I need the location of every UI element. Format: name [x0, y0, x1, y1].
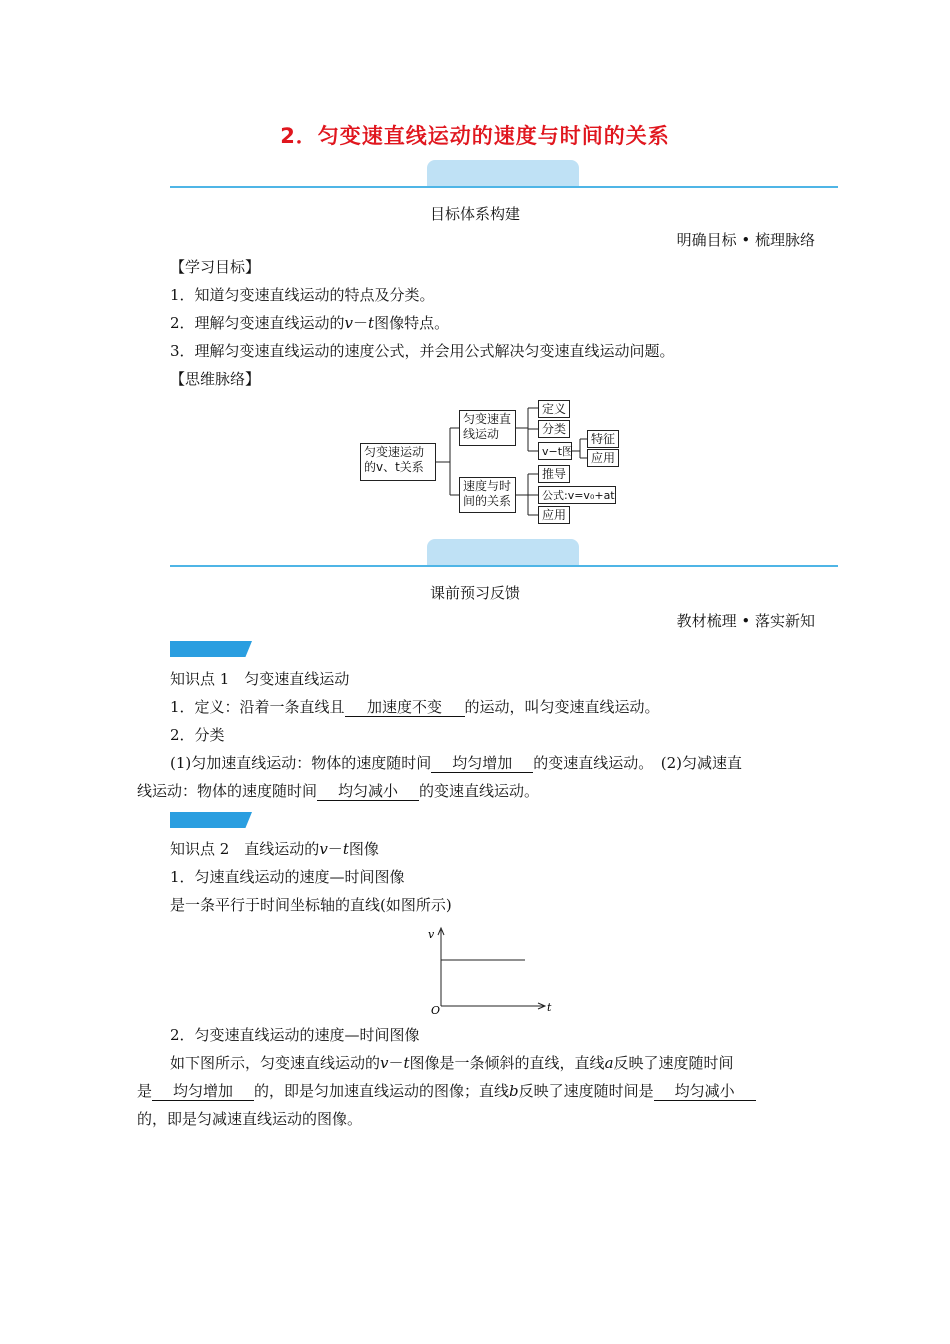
- node-text: 匀变速运动: [364, 445, 425, 459]
- mindmap-root-node: [360, 443, 436, 481]
- section-heading: 目标体系构建: [429, 205, 520, 223]
- fill-blank-answer: 均匀减小: [317, 782, 419, 801]
- mindmap-leaf-vt-graph: v−t图: [538, 442, 572, 460]
- var-v: v: [344, 314, 354, 332]
- fill-blank-answer: 均匀增加: [431, 754, 533, 773]
- mindmap-leaf-definition: 定义: [538, 400, 570, 418]
- kp2-s1-title: 1．匀速直线运动的速度—时间图像: [170, 868, 405, 886]
- section-subheading: 明确目标 • 梳理脉络: [676, 231, 815, 249]
- node-text: 线运动: [463, 427, 500, 441]
- kp1-class-title: 2．分类: [170, 726, 225, 744]
- mindmap-branch-uniform-motion: [459, 410, 516, 446]
- kp1-class-line2: [137, 781, 539, 801]
- node-text: 间的关系: [463, 494, 512, 508]
- var-t: t: [342, 840, 349, 858]
- var-v: v: [319, 840, 328, 858]
- section-divider: [170, 565, 838, 567]
- mindmap-leaf-derive: 推导: [538, 465, 570, 483]
- kp2-s2-para-line1: [170, 1053, 734, 1073]
- vt-graph-uniform: [425, 924, 560, 1016]
- section-subheading: 教材梳理 • 落实新知: [676, 612, 815, 630]
- kp2-title: [170, 839, 379, 859]
- goal-text: 2．理解匀变速直线运动的: [170, 314, 345, 332]
- text: 线运动：物体的速度随时间: [137, 782, 318, 800]
- node-text: 速度与时: [463, 479, 512, 493]
- axis-label-v: v: [428, 928, 435, 941]
- text: 的运动，叫匀变速直线运动。: [464, 698, 660, 716]
- mindmap-leaf-apply: 应用: [587, 449, 619, 467]
- goal-item: 3．理解匀变速直线运动的速度公式，并会用公式解决匀变速直线运动问题。: [170, 342, 675, 360]
- section-tab-decoration: [427, 160, 579, 186]
- fill-blank-answer: 均匀增加: [152, 1082, 254, 1101]
- origin-label: O: [431, 1004, 441, 1016]
- kp2-s2-para-line2: [137, 1081, 756, 1101]
- text: 1．定义：沿着一条直线且: [170, 698, 345, 716]
- kp1-title: 知识点 1 匀变速直线运动: [170, 670, 350, 688]
- text: 反映了速度随时间: [613, 1054, 734, 1072]
- var-v: v: [380, 1054, 389, 1072]
- var-t: t: [403, 1054, 410, 1072]
- section-heading: 课前预习反馈: [429, 584, 520, 602]
- var-a: a: [604, 1054, 614, 1072]
- kp2-s2-para-line3: 的，即是匀减速直线运动的图像。: [137, 1110, 363, 1128]
- mindmap-branch-velocity-time: [459, 477, 516, 513]
- text: 知识点 2 直线运动的: [170, 840, 320, 858]
- text: 如下图所示，匀变速直线运动的: [170, 1054, 381, 1072]
- mindmap-title: 【思维脉络】: [170, 370, 261, 388]
- goal-text-tail: 图像特点。: [374, 314, 450, 332]
- text: 图像: [348, 840, 379, 858]
- node-text: 匀变速直: [463, 412, 512, 426]
- fill-blank-answer: 均匀减小: [654, 1082, 756, 1101]
- knowledge-badge: [170, 641, 252, 657]
- text: 图像是一条倾斜的直线，直线: [409, 1054, 605, 1072]
- text: 反映了速度随时间是: [518, 1082, 654, 1100]
- text: 的变速直线运动。: [419, 782, 540, 800]
- dash: －: [327, 840, 343, 858]
- goal-item: [170, 313, 449, 333]
- text: (1)匀加速直线运动：物体的速度随时间: [170, 754, 432, 772]
- goals-title: 【学习目标】: [170, 258, 261, 276]
- text: 是: [137, 1082, 153, 1100]
- kp2-s1-text: 是一条平行于时间坐标轴的直线(如图所示): [170, 896, 452, 914]
- kp1-definition: [170, 697, 660, 717]
- mindmap-leaf-feature: 特征: [587, 430, 619, 448]
- mindmap-leaf-formula: 公式:v=v₀+at: [538, 486, 616, 504]
- dash: －: [353, 314, 369, 332]
- text: 的，即是匀加速直线运动的图像；直线: [254, 1082, 510, 1100]
- text: 的变速直线运动。 (2)匀减速直: [533, 754, 742, 772]
- kp2-s2-title: 2．匀变速直线运动的速度—时间图像: [170, 1026, 420, 1044]
- mindmap: [358, 398, 620, 528]
- var-b: b: [509, 1082, 519, 1100]
- kp1-class-line1: [170, 753, 742, 773]
- fill-blank-answer: 加速度不变: [345, 698, 465, 717]
- node-text: 的v、t关系: [364, 460, 424, 474]
- knowledge-badge: [170, 812, 252, 828]
- dash: －: [388, 1054, 404, 1072]
- document-title: 2．匀变速直线运动的速度与时间的关系: [280, 124, 670, 148]
- var-t: t: [368, 314, 375, 332]
- goal-item: 1．知道匀变速直线运动的特点及分类。: [170, 286, 435, 304]
- section-tab-decoration: [427, 539, 579, 565]
- section-divider: [170, 186, 838, 188]
- mindmap-leaf-classification: 分类: [538, 420, 570, 438]
- axis-label-t: t: [547, 1001, 552, 1014]
- mindmap-leaf-apply: 应用: [538, 506, 570, 524]
